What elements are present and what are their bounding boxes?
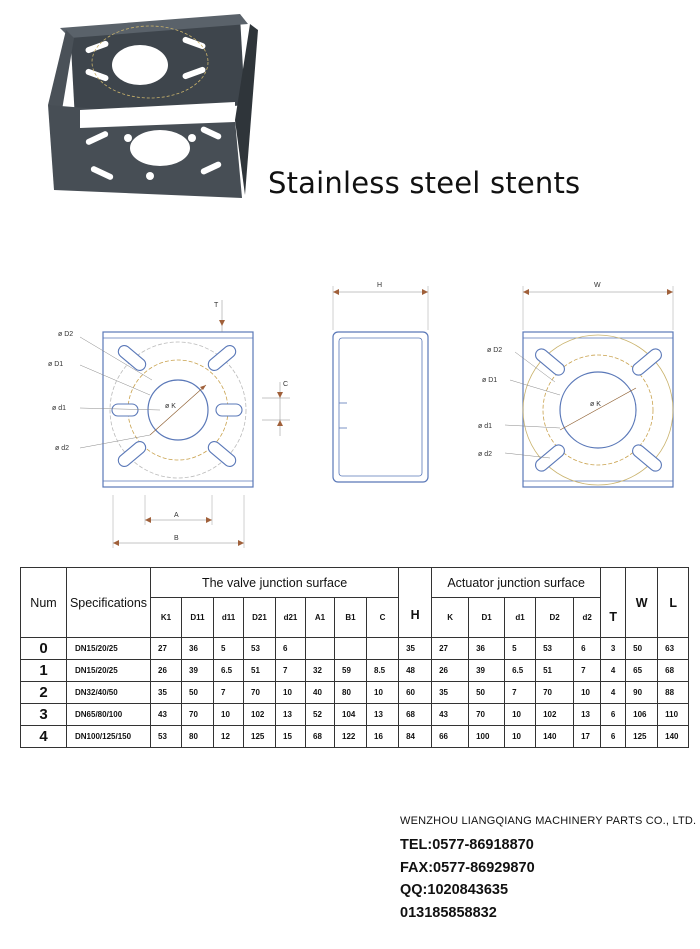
back-label-D1: ø D1 [482,377,498,384]
header-actuator-group: Actuator junction surface [432,568,601,598]
front-label-A: A [174,512,179,519]
row-actuator-cell: 140 [536,726,574,748]
header-col: d21 [276,598,306,638]
product-photo [40,10,265,210]
row-t: 3 [601,638,626,660]
company-info [400,815,696,927]
row-h: 68 [399,704,432,726]
row-spec: DN65/80/100 [67,704,151,726]
header-valve-group: The valve junction surface [151,568,399,598]
row-actuator-cell: 10 [574,682,601,704]
row-actuator-cell: 7 [505,682,536,704]
row-l: 88 [658,682,689,704]
row-l: 140 [658,726,689,748]
row-valve-cell: 10 [276,682,306,704]
row-actuator-cell: 6.5 [505,660,536,682]
row-actuator-cell: 13 [574,704,601,726]
row-valve-cell: 12 [214,726,244,748]
row-actuator-cell: 53 [536,638,574,660]
row-actuator-cell: 66 [432,726,469,748]
row-valve-cell: 39 [182,660,214,682]
row-valve-cell [367,638,399,660]
row-t: 4 [601,660,626,682]
row-w: 65 [626,660,658,682]
row-actuator-cell: 10 [505,726,536,748]
row-valve-cell: 6.5 [214,660,244,682]
front-label-B: B [174,535,179,542]
row-w: 106 [626,704,658,726]
front-label-d2: ø d2 [55,445,70,452]
row-actuator-cell: 17 [574,726,601,748]
front-label-D2: ø D2 [58,331,74,338]
row-valve-cell: 125 [244,726,276,748]
front-label-K: ø K [165,403,176,410]
row-w: 125 [626,726,658,748]
row-valve-cell: 70 [244,682,276,704]
table-row [21,682,689,704]
row-actuator-cell: 36 [469,638,505,660]
row-valve-cell: 68 [306,726,335,748]
row-valve-cell: 104 [335,704,367,726]
row-num: 3 [21,704,67,726]
header-col: D2 [536,598,574,638]
row-valve-cell: 80 [182,726,214,748]
row-actuator-cell: 10 [505,704,536,726]
row-h: 35 [399,638,432,660]
company-qq: QQ:1020843635 [400,882,509,898]
company-tel: TEL:0577-86918870 [400,837,534,853]
row-valve-cell: 6 [276,638,306,660]
row-valve-cell: 5 [214,638,244,660]
header-col: d1 [505,598,536,638]
row-valve-cell: 43 [151,704,182,726]
front-label-T: T [214,302,219,309]
row-w: 90 [626,682,658,704]
row-valve-cell: 36 [182,638,214,660]
row-spec: DN100/125/150 [67,726,151,748]
company-phone: 013185858832 [400,904,497,921]
front-view-drawing [48,300,290,548]
company-name: WENZHOU LIANGQIANG MACHINERY PARTS CO., LTD. [400,815,697,827]
row-valve-cell: 15 [276,726,306,748]
row-valve-cell: 35 [151,682,182,704]
row-num: 2 [21,682,67,704]
row-num: 4 [21,726,67,748]
row-valve-cell: 51 [244,660,276,682]
row-valve-cell [335,638,367,660]
row-actuator-cell: 6 [574,638,601,660]
row-t: 6 [601,704,626,726]
header-t: T [601,568,626,638]
row-valve-cell: 13 [276,704,306,726]
row-actuator-cell: 102 [536,704,574,726]
row-actuator-cell: 5 [505,638,536,660]
row-valve-cell: 122 [335,726,367,748]
row-spec: DN32/40/50 [67,682,151,704]
company-fax: FAX:0577-86929870 [400,859,535,876]
back-label-K: ø K [590,401,601,408]
row-valve-cell: 40 [306,682,335,704]
header-l: L [658,568,689,638]
row-valve-cell: 8.5 [367,660,399,682]
header-col: B1 [335,598,367,638]
row-t: 4 [601,682,626,704]
side-label-H: H [377,282,383,289]
row-valve-cell: 13 [367,704,399,726]
row-valve-cell: 7 [214,682,244,704]
row-valve-cell: 53 [244,638,276,660]
row-h: 84 [399,726,432,748]
row-actuator-cell: 70 [469,704,505,726]
row-valve-cell: 53 [151,726,182,748]
row-valve-cell: 52 [306,704,335,726]
header-h: H [399,568,432,638]
header-col: K [432,598,469,638]
table-row [21,704,689,726]
row-h: 48 [399,660,432,682]
row-valve-cell: 26 [151,660,182,682]
table-row [21,726,689,748]
row-actuator-cell: 51 [536,660,574,682]
header-col: D1 [469,598,505,638]
header-col: A1 [306,598,335,638]
side-view-drawing [333,282,428,482]
header-col: K1 [151,598,182,638]
back-label-d2: ø d2 [478,451,493,458]
front-label-C: C [283,381,289,388]
page-title: Stainless steel stents [268,166,581,200]
row-l: 63 [658,638,689,660]
row-h: 60 [399,682,432,704]
row-actuator-cell: 100 [469,726,505,748]
row-valve-cell: 16 [367,726,399,748]
back-label-d1: ø d1 [478,423,493,430]
row-valve-cell: 50 [182,682,214,704]
header-col: D11 [182,598,214,638]
row-actuator-cell: 35 [432,682,469,704]
header-col: d11 [214,598,244,638]
back-label-W: W [594,282,601,289]
table-row [21,638,689,660]
row-t: 6 [601,726,626,748]
row-actuator-cell: 26 [432,660,469,682]
row-valve-cell: 27 [151,638,182,660]
front-label-D1: ø D1 [48,361,64,368]
row-actuator-cell: 39 [469,660,505,682]
table-row [21,660,689,682]
back-label-D2: ø D2 [487,347,503,354]
row-spec: DN15/20/25 [67,660,151,682]
row-l: 68 [658,660,689,682]
row-valve-cell: 102 [244,704,276,726]
header-specifications: Specifications [67,568,151,638]
row-valve-cell: 70 [182,704,214,726]
row-valve-cell: 59 [335,660,367,682]
row-valve-cell: 7 [276,660,306,682]
row-valve-cell: 32 [306,660,335,682]
row-num: 1 [21,660,67,682]
row-actuator-cell: 70 [536,682,574,704]
row-valve-cell: 10 [214,704,244,726]
row-l: 110 [658,704,689,726]
row-valve-cell [306,638,335,660]
back-view-drawing [478,282,673,487]
header-col: d2 [574,598,601,638]
table-header-row-groups [21,568,689,598]
row-valve-cell: 10 [367,682,399,704]
spec-table [20,567,689,748]
technical-drawings [0,270,700,560]
row-actuator-cell: 43 [432,704,469,726]
header-col: C [367,598,399,638]
row-actuator-cell: 7 [574,660,601,682]
row-actuator-cell: 50 [469,682,505,704]
header-num: Num [21,568,67,638]
header-col: D21 [244,598,276,638]
row-actuator-cell: 27 [432,638,469,660]
row-w: 50 [626,638,658,660]
front-label-d1: ø d1 [52,405,67,412]
row-valve-cell: 80 [335,682,367,704]
row-spec: DN15/20/25 [67,638,151,660]
row-num: 0 [21,638,67,660]
header-w: W [626,568,658,638]
